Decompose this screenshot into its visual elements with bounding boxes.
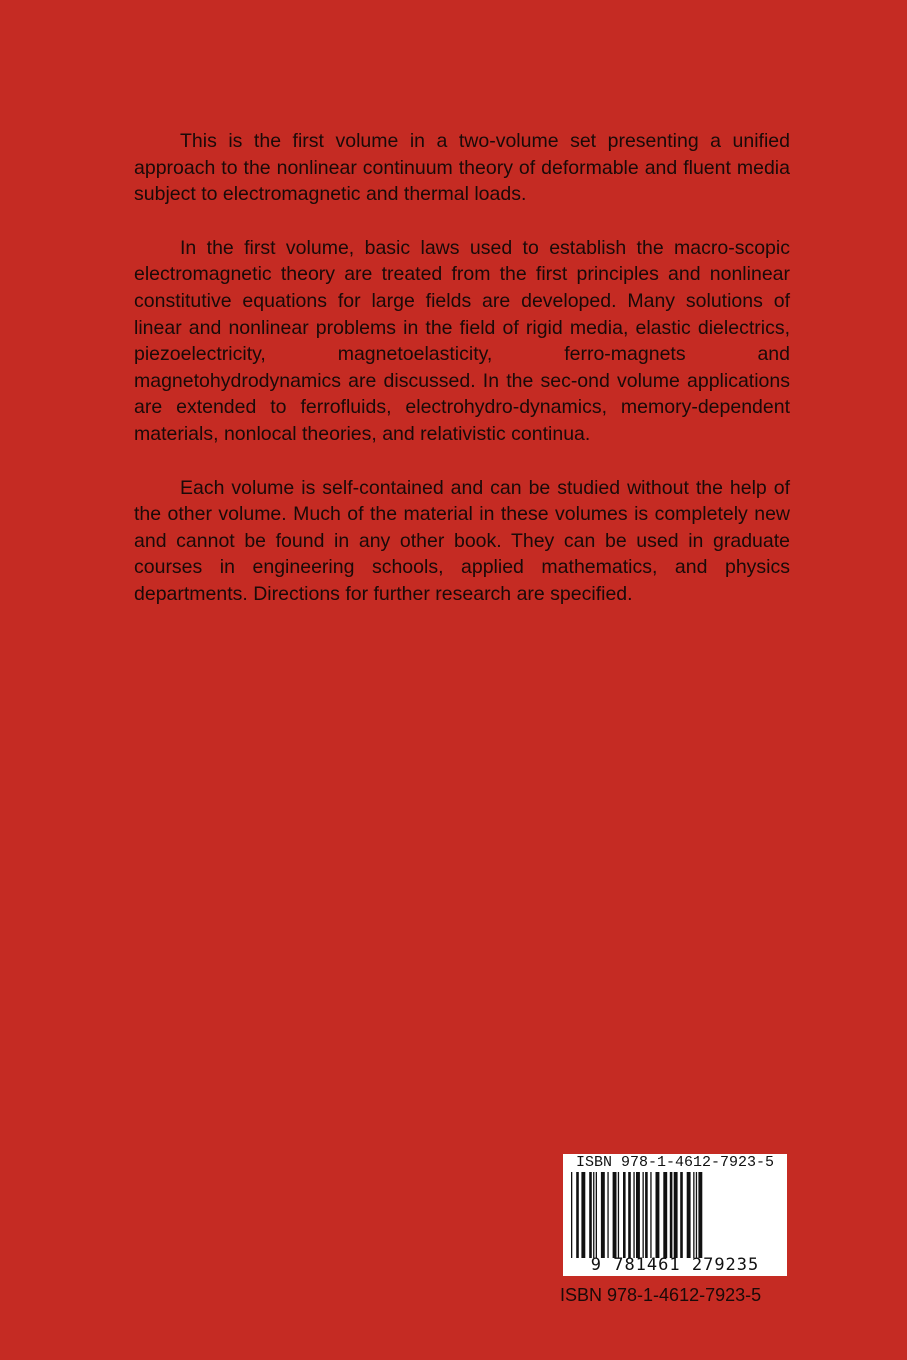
blurb-paragraph-2: In the first volume, basic laws used to establish the macro-scopic electromagnetic theory are treated from the first principles and nonlinear constitutive equations for large fields are developed. Many solutions of linear and nonlinear problems in the field of rigid media, elastic dielectrics, piezoelectricity, magnetoelasticity, ferro-magnets and magnetohydrodynamics are discussed. In the sec-ond volume applications are extended to ferrofluids, electrohydro-dynamics, memory-dependent materials, nonlocal theories, and relativistic continua. [134, 236, 790, 445]
barcode-bar [636, 1172, 640, 1258]
blurb-paragraph-1: This is the first volume in a two-volume set presenting a unified approach to the nonlinear continuum theory of deformable and fluent media subject to electromagnetic and thermal loads. [134, 130, 790, 206]
barcode-bar [670, 1172, 673, 1258]
barcode-bar [601, 1172, 605, 1258]
barcode-bar [693, 1172, 694, 1258]
barcode-bar [571, 1172, 572, 1258]
barcode-isbn-label: ISBN 978-1-4612-7923-5 [575, 1154, 775, 1171]
barcode-bars [569, 1172, 781, 1258]
barcode-bar [589, 1172, 592, 1258]
barcode-bar [643, 1172, 644, 1258]
barcode-digits: 9 781461 279235 [590, 1255, 760, 1275]
barcode-bar [633, 1172, 634, 1258]
blurb-paragraph-3: Each volume is self-contained and can be studied without the help of the other volume. Much of the material in these volumes is completely new and cannot be found in any other book. They can be used in graduate courses in engineering schools, applied mathematics, and physics departments. Directions for further research are specified. [134, 476, 790, 605]
barcode-bar [674, 1172, 678, 1258]
barcode-bar [623, 1172, 626, 1258]
barcode-bar [687, 1172, 691, 1258]
back-cover-blurb [134, 128, 790, 635]
barcode-bar [696, 1172, 697, 1258]
barcode-bar [596, 1172, 597, 1258]
barcode-bar [581, 1172, 585, 1258]
barcode-bar [656, 1172, 660, 1258]
barcode-bar [663, 1172, 667, 1258]
barcode-bar [645, 1172, 648, 1258]
barcode-bar [680, 1172, 683, 1258]
barcode-bar [650, 1172, 651, 1258]
barcode-bar [593, 1172, 594, 1258]
barcode-bar [698, 1172, 702, 1258]
barcode-bar [618, 1172, 619, 1258]
barcode-bar [628, 1172, 631, 1258]
barcode-bar [613, 1172, 617, 1258]
barcode-box [563, 1154, 787, 1276]
isbn-text: ISBN 978-1-4612-7923-5 [560, 1285, 762, 1305]
barcode-bar [576, 1172, 579, 1258]
barcode-bar [607, 1172, 608, 1258]
